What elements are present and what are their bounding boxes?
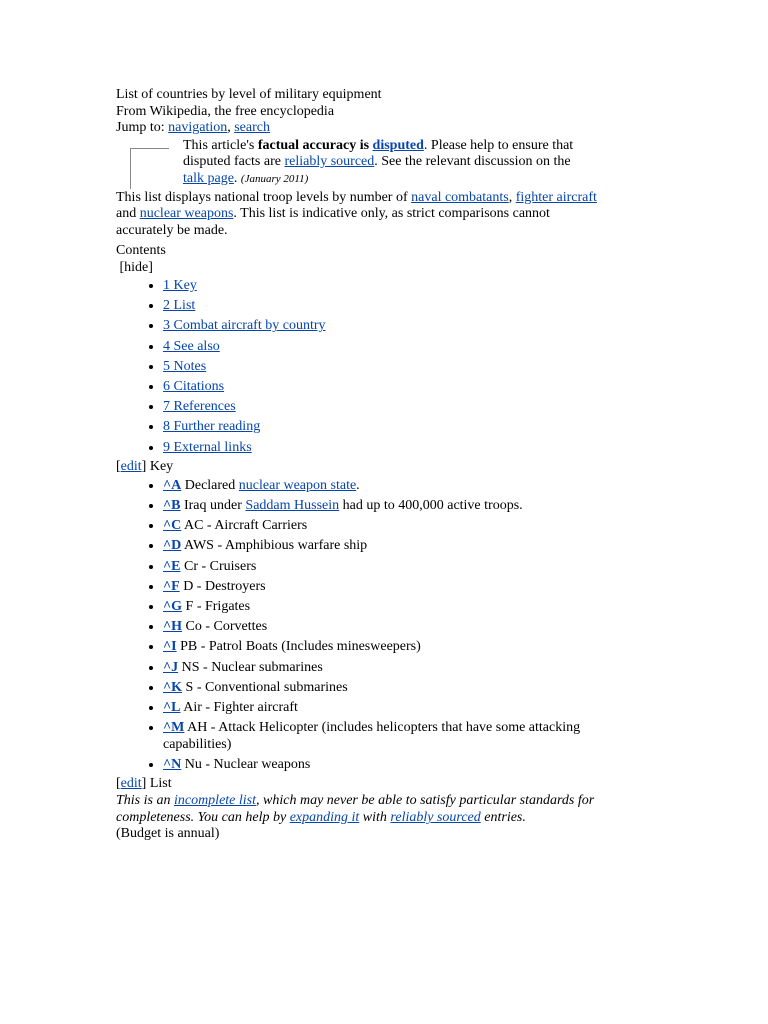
notice-text: . [233,170,241,186]
notice-text: . Please help to ensure that [423,137,574,153]
article-content [116,87,656,843]
notice-text: . See the relevant discussion on the [374,154,571,169]
contents-title: Contents [116,243,166,258]
talk-page-link[interactable]: talk page [183,170,234,186]
article-source: From Wikipedia, the free encyclopedia [116,103,335,119]
key-text: Iraq under [180,498,246,514]
key-text: S - Conventional submarines [182,679,348,695]
toc-link-references[interactable]: 7 References [163,399,236,415]
key-caret-f[interactable]: ^F [163,578,180,594]
key-text: . [356,477,360,493]
expanding-it-link[interactable]: expanding it [289,809,360,825]
bracket: ] [141,458,150,474]
bracket: [ [116,458,121,474]
key-caret-i[interactable]: ^I [163,639,177,655]
key-text: Declared [181,477,239,493]
key-caret-a[interactable]: ^A [163,477,182,493]
key-caret-l[interactable]: ^L [163,700,181,716]
key-caret-n[interactable]: ^N [163,757,182,773]
disputed-notice [116,138,656,188]
notice-text: entries. [480,809,526,825]
key-section-heading [116,458,656,476]
nuclear-weapons-link[interactable]: nuclear weapons [139,206,234,221]
reliably-sourced-entries-link[interactable]: reliably sourced [390,809,481,825]
key-text: had up to 400,000 active troops. [339,498,523,514]
key-item [163,698,656,718]
key-section-title: Key [149,458,174,474]
toc-item [163,276,656,296]
list-section-heading [116,775,656,793]
toc-link-citations[interactable]: 6 Citations [163,379,225,395]
notice-text: This is an [116,793,174,809]
toc-item [163,316,656,336]
contents-hide-toggle[interactable] [116,260,656,277]
fighter-aircraft-link[interactable]: fighter aircraft [515,189,597,205]
jump-to-line [116,120,656,137]
toc-link-notes[interactable]: 5 Notes [163,358,207,374]
saddam-hussein-link[interactable]: Saddam Hussein [245,498,340,514]
key-caret-m[interactable]: ^M [163,720,185,736]
key-item [163,658,656,678]
hide-toggle-text[interactable]: [hide] [119,259,153,275]
key-text: D - Destroyers [179,578,266,594]
intro-text: . This list is indicative only, as strict comparisons cannot [233,206,550,221]
edit-list-link[interactable]: edit [120,776,142,792]
naval-combatants-link[interactable]: naval combatants [411,189,509,205]
toc-link-combat-aircraft[interactable]: 3 Combat aircraft by country [163,318,326,334]
toc-link-external-links[interactable]: 9 External links [163,439,252,455]
key-caret-h[interactable]: ^H [163,619,183,635]
toc-item [163,357,656,377]
key-list [116,476,656,776]
notice-bracket-icon [130,148,169,189]
key-text: Air - Fighter aircraft [180,700,298,716]
notice-date: (January 2011) [240,172,309,185]
intro-paragraph [116,190,656,240]
toc-link-further-reading[interactable]: 8 Further reading [163,419,261,435]
search-link[interactable]: search [234,120,270,135]
key-caret-b[interactable]: ^B [163,498,181,514]
key-caret-d[interactable]: ^D [163,538,182,554]
edit-key-link[interactable]: edit [120,458,142,474]
key-text: Cr - Cruisers [180,558,257,574]
key-item [163,678,656,698]
key-text: F - Frigates [182,599,251,615]
key-text: Nu - Nuclear weapons [181,757,311,773]
notice-text: , which may never be able to satisfy particular standards for [256,793,595,809]
key-item [163,755,656,775]
key-item [163,577,656,597]
key-caret-g[interactable]: ^G [163,599,183,615]
intro-text: , [508,189,516,205]
jump-sep: , [227,120,235,135]
notice-text: This article's [183,137,258,153]
toc-link-list[interactable]: 2 List [163,298,196,314]
nuclear-weapon-state-link[interactable]: nuclear weapon state [238,477,357,493]
key-item [163,536,656,556]
key-item [163,516,656,536]
intro-text: accurately be made. [116,222,228,238]
key-item [163,597,656,617]
intro-text: and [116,206,140,221]
key-caret-j[interactable]: ^J [163,659,179,675]
navigation-link[interactable]: navigation [168,120,228,135]
key-text: capabilities) [163,736,232,752]
key-caret-e[interactable]: ^E [163,558,181,574]
toc-link-key[interactable]: 1 Key [163,278,197,293]
jump-to-label: Jump to: [116,120,169,135]
key-text: NS - Nuclear submarines [178,659,323,675]
disputed-link[interactable]: disputed [372,137,424,153]
budget-note: (Budget is annual) [116,826,220,842]
key-item [163,617,656,637]
key-caret-k[interactable]: ^K [163,679,183,695]
key-text: AC - Aircraft Carriers [181,518,308,534]
bracket: [ [116,776,121,792]
toc-item [163,337,656,357]
toc-item [163,397,656,417]
bracket: ] [141,776,150,792]
key-text: Co - Corvettes [182,619,268,635]
reliably-sourced-link[interactable]: reliably sourced [284,154,375,169]
list-section-title: List [149,776,172,792]
table-of-contents [116,276,656,458]
key-item [163,476,656,496]
notice-text: with [359,809,391,825]
toc-item [163,296,656,316]
toc-item [163,438,656,458]
toc-item [163,377,656,397]
notice-text: completeness. You can help by [116,809,290,825]
key-caret-c[interactable]: ^C [163,518,182,534]
incomplete-list-notice [116,793,656,826]
key-text: AWS - Amphibious warfare ship [181,538,368,554]
key-item [163,557,656,577]
toc-link-see-also[interactable]: 4 See also [163,338,220,354]
key-item [163,496,656,516]
incomplete-list-link[interactable]: incomplete list [173,793,257,809]
key-text: PB - Patrol Boats (Includes minesweepers) [176,639,421,655]
notice-bold: factual accuracy is [257,137,373,153]
article-title: List of countries by level of military equipment [116,87,382,102]
toc-item [163,417,656,437]
key-item [163,718,656,755]
notice-text: disputed facts are [183,154,285,169]
key-item [163,637,656,657]
intro-text: This list displays national troop levels by number of [116,189,412,205]
key-text: AH - Attack Helicopter (includes helicopters that have some attacking [184,720,581,736]
